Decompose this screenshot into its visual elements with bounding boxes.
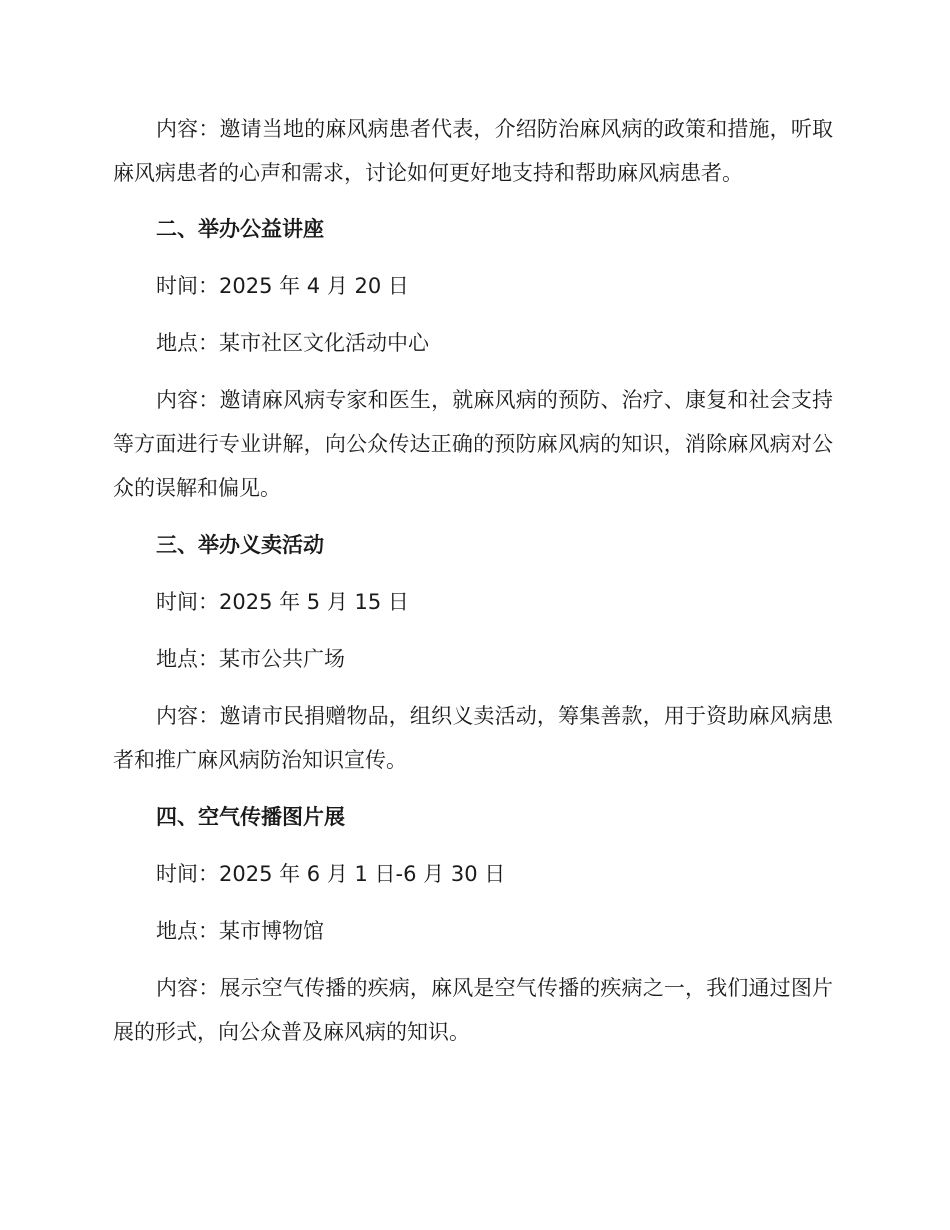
section-heading: 二、举办公益讲座 <box>156 217 324 241</box>
time-line: 时间：2025 年 4 月 20 日 <box>156 274 409 298</box>
content-paragraph: 内容：展示空气传播的疾病，麻风是空气传播的疾病之一，我们通过图片展的形式，向公众普及麻风病的知识。 <box>113 976 833 1044</box>
location-line: 地点：某市公共广场 <box>156 647 345 671</box>
time-line: 时间：2025 年 6 月 1 日-6 月 30 日 <box>156 862 506 886</box>
time-line: 时间：2025 年 5 月 15 日 <box>156 590 409 614</box>
content-paragraph: 内容：邀请麻风病专家和医生，就麻风病的预防、治疗、康复和社会支持等方面进行专业讲解，向公众传达正确的预防麻风病的知识，消除麻风病对公众的误解和偏见。 <box>113 388 833 500</box>
location-line: 地点：某市社区文化活动中心 <box>156 331 429 355</box>
content-paragraph: 内容：邀请当地的麻风病患者代表，介绍防治麻风病的政策和措施，听取麻风病患者的心声和需求，讨论如何更好地支持和帮助麻风病患者。 <box>113 117 833 185</box>
content-paragraph: 内容：邀请市民捐赠物品，组织义卖活动，筹集善款，用于资助麻风病患者和推广麻风病防治知识宣传。 <box>113 704 833 772</box>
section-heading: 三、举办义卖活动 <box>156 533 324 557</box>
location-line: 地点：某市博物馆 <box>156 919 324 943</box>
section-heading: 四、空气传播图片展 <box>156 805 345 829</box>
document-page <box>113 107 833 1067</box>
